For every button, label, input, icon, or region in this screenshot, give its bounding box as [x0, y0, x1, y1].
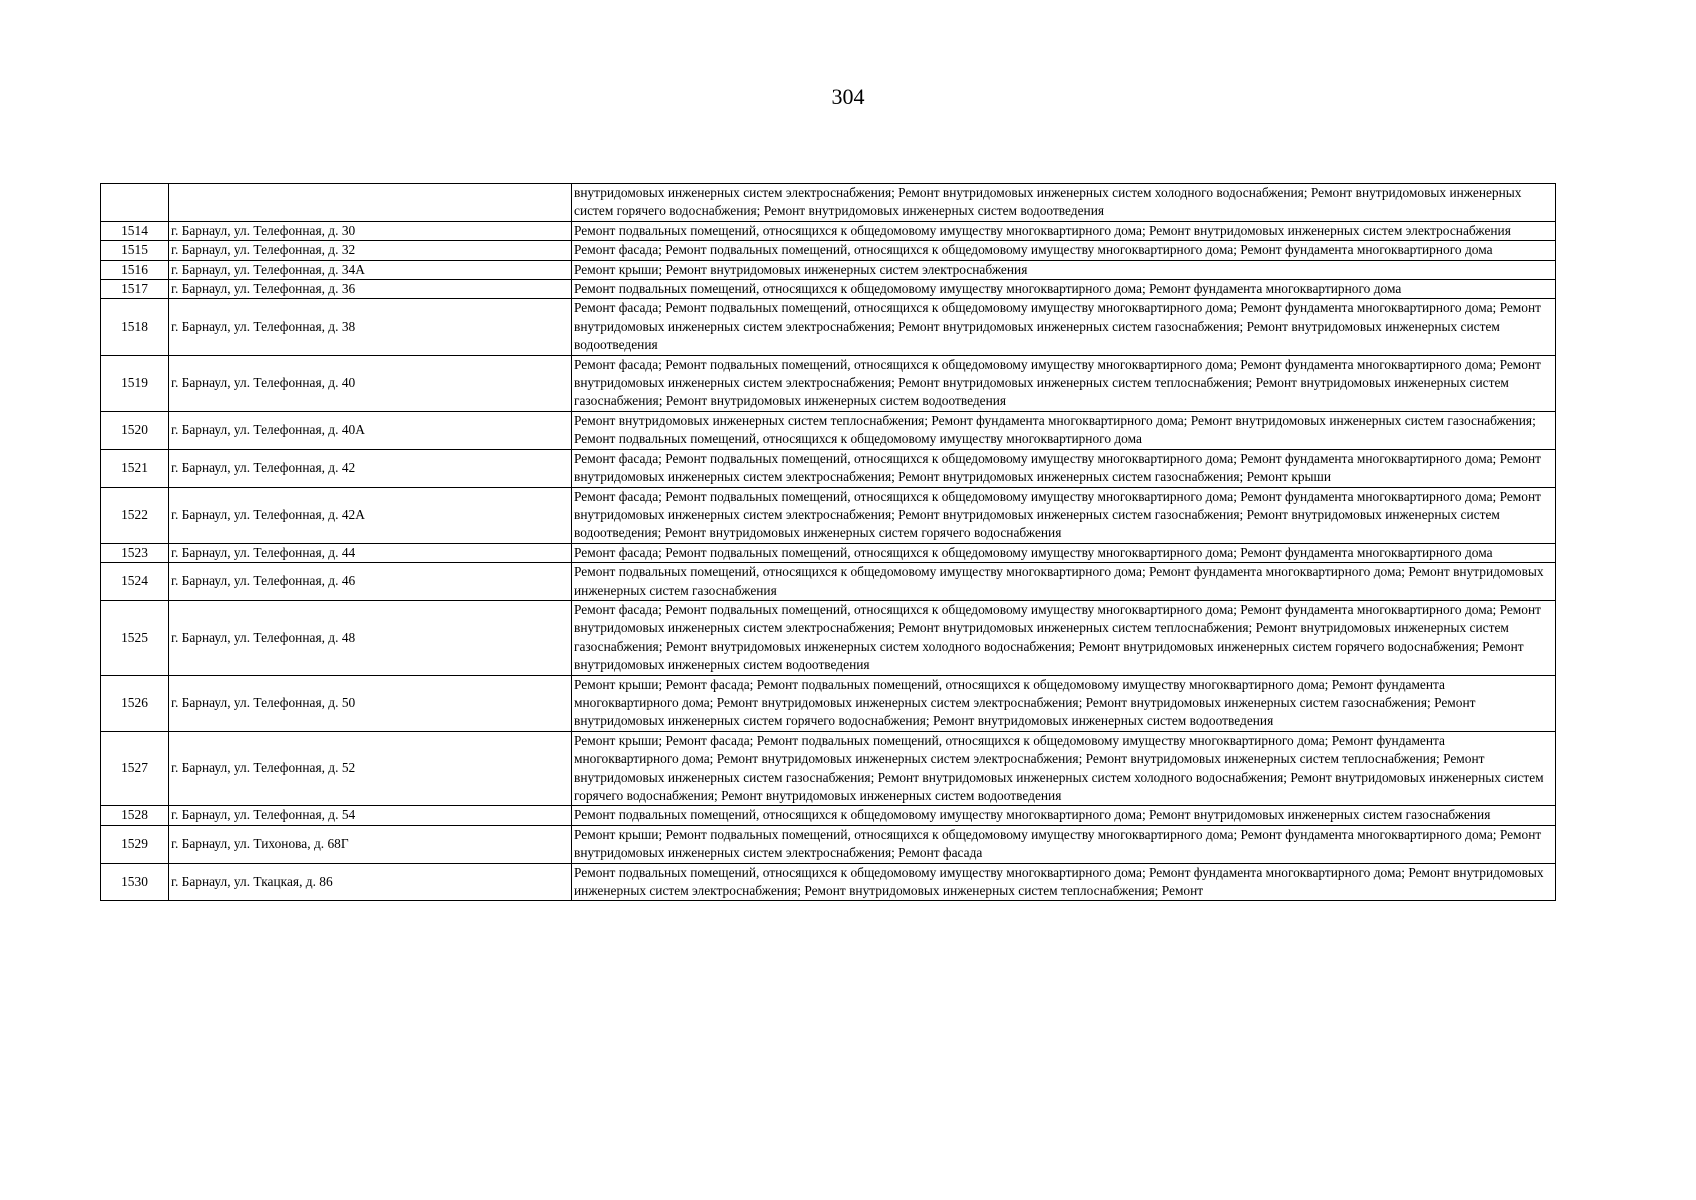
repair-works-cell: Ремонт фасада; Ремонт подвальных помещений, относящихся к общедомовому имуществу многоквартирного дома; Ремонт фундамента многоквартирного дома; Ремонт внутридомовых инженерных систем электроснабжения; Ремонт внутридомовых инженерных систем газоснабжения; Ремонт внутридомовых инженерных систем водоотведения	[572, 299, 1556, 355]
row-number-cell: 1524	[101, 563, 169, 601]
row-number-cell: 1528	[101, 806, 169, 825]
repair-works-cell: Ремонт подвальных помещений, относящихся к общедомовому имуществу многоквартирного дома; Ремонт фундамента многоквартирного дома; Ремонт внутридомовых инженерных систем электроснабжения; Ремонт внутридомовых инженерных систем теплоснабжения; Ремонт	[572, 863, 1556, 901]
address-cell	[169, 184, 572, 222]
repair-works-cell: Ремонт фасада; Ремонт подвальных помещений, относящихся к общедомовому имуществу многоквартирного дома; Ремонт фундамента многоквартирного дома; Ремонт внутридомовых инженерных систем электроснабжения; Ремонт внутридомовых инженерных систем газоснабжения; Ремонт внутридомовых инженерных систем водоотведения; Ремонт внутридомовых инженерных систем горячего водоснабжения	[572, 487, 1556, 543]
repair-register-table	[100, 183, 1556, 901]
address-cell: г. Барнаул, ул. Ткацкая, д. 86	[169, 863, 572, 901]
table-row	[101, 675, 1556, 731]
address-cell: г. Барнаул, ул. Телефонная, д. 32	[169, 241, 572, 260]
row-number-cell: 1525	[101, 600, 169, 675]
address-cell: г. Барнаул, ул. Телефонная, д. 36	[169, 280, 572, 299]
page-number: 304	[831, 84, 865, 109]
repair-works-cell: Ремонт фасада; Ремонт подвальных помещений, относящихся к общедомовому имуществу многоквартирного дома; Ремонт фундамента многоквартирного дома; Ремонт внутридомовых инженерных систем электроснабжения; Ремонт внутридомовых инженерных систем теплоснабжения; Ремонт внутридомовых инженерных систем газоснабжения; Ремонт внутридомовых инженерных систем холодного водоснабжения; Ремонт внутридомовых инженерных систем горячего водоснабжения; Ремонт внутридомовых инженерных систем водоотведения	[572, 600, 1556, 675]
row-number-cell: 1520	[101, 411, 169, 449]
table-row	[101, 543, 1556, 562]
table-row	[101, 449, 1556, 487]
table-row	[101, 355, 1556, 411]
row-number-cell: 1514	[101, 221, 169, 240]
repair-works-cell: Ремонт крыши; Ремонт подвальных помещений, относящихся к общедомовому имуществу многоквартирного дома; Ремонт фундамента многоквартирного дома; Ремонт внутридомовых инженерных систем электроснабжения; Ремонт фасада	[572, 825, 1556, 863]
repair-works-cell: Ремонт крыши; Ремонт внутридомовых инженерных систем электроснабжения	[572, 260, 1556, 279]
address-cell: г. Барнаул, ул. Телефонная, д. 54	[169, 806, 572, 825]
table-row	[101, 487, 1556, 543]
row-number-cell: 1517	[101, 280, 169, 299]
row-number-cell: 1526	[101, 675, 169, 731]
address-cell: г. Барнаул, ул. Телефонная, д. 48	[169, 600, 572, 675]
address-cell: г. Барнаул, ул. Телефонная, д. 38	[169, 299, 572, 355]
row-number-cell: 1523	[101, 543, 169, 562]
row-number-cell	[101, 184, 169, 222]
repair-works-cell: Ремонт подвальных помещений, относящихся к общедомовому имуществу многоквартирного дома; Ремонт фундамента многоквартирного дома; Ремонт внутридомовых инженерных систем газоснабжения	[572, 563, 1556, 601]
table-body	[101, 184, 1556, 901]
repair-works-cell: Ремонт подвальных помещений, относящихся к общедомовому имуществу многоквартирного дома; Ремонт внутридомовых инженерных систем электроснабжения	[572, 221, 1556, 240]
table-row	[101, 299, 1556, 355]
address-cell: г. Барнаул, ул. Телефонная, д. 50	[169, 675, 572, 731]
address-cell: г. Барнаул, ул. Телефонная, д. 40А	[169, 411, 572, 449]
address-cell: г. Барнаул, ул. Телефонная, д. 46	[169, 563, 572, 601]
address-cell: г. Барнаул, ул. Телефонная, д. 34А	[169, 260, 572, 279]
row-number-cell: 1527	[101, 731, 169, 806]
repair-works-cell: Ремонт фасада; Ремонт подвальных помещений, относящихся к общедомовому имуществу многоквартирного дома; Ремонт фундамента многоквартирного дома	[572, 241, 1556, 260]
table-row	[101, 280, 1556, 299]
table-row	[101, 260, 1556, 279]
table-row	[101, 221, 1556, 240]
address-cell: г. Барнаул, ул. Телефонная, д. 44	[169, 543, 572, 562]
address-cell: г. Барнаул, ул. Телефонная, д. 30	[169, 221, 572, 240]
address-cell: г. Барнаул, ул. Телефонная, д. 42А	[169, 487, 572, 543]
row-number-cell: 1515	[101, 241, 169, 260]
address-cell: г. Барнаул, ул. Телефонная, д. 42	[169, 449, 572, 487]
row-number-cell: 1519	[101, 355, 169, 411]
table-row	[101, 806, 1556, 825]
repair-works-cell: Ремонт крыши; Ремонт фасада; Ремонт подвальных помещений, относящихся к общедомовому имуществу многоквартирного дома; Ремонт фундамента многоквартирного дома; Ремонт внутридомовых инженерных систем электроснабжения; Ремонт внутридомовых инженерных систем газоснабжения; Ремонт внутридомовых инженерных систем горячего водоснабжения; Ремонт внутридомовых инженерных систем водоотведения	[572, 675, 1556, 731]
row-number-cell: 1521	[101, 449, 169, 487]
table-row	[101, 563, 1556, 601]
repair-works-cell: Ремонт крыши; Ремонт фасада; Ремонт подвальных помещений, относящихся к общедомовому имуществу многоквартирного дома; Ремонт фундамента многоквартирного дома; Ремонт внутридомовых инженерных систем электроснабжения; Ремонт внутридомовых инженерных систем теплоснабжения; Ремонт внутридомовых инженерных систем газоснабжения; Ремонт внутридомовых инженерных систем холодного водоснабжения; Ремонт внутридомовых инженерных систем горячего водоснабжения; Ремонт внутридомовых инженерных систем водоотведения	[572, 731, 1556, 806]
repair-works-cell: Ремонт подвальных помещений, относящихся к общедомовому имуществу многоквартирного дома; Ремонт внутридомовых инженерных систем газоснабжения	[572, 806, 1556, 825]
table-row	[101, 411, 1556, 449]
table-row	[101, 184, 1556, 222]
address-cell: г. Барнаул, ул. Телефонная, д. 52	[169, 731, 572, 806]
table-row	[101, 600, 1556, 675]
table-row	[101, 825, 1556, 863]
table-row	[101, 241, 1556, 260]
row-number-cell: 1516	[101, 260, 169, 279]
address-cell: г. Барнаул, ул. Тихонова, д. 68Г	[169, 825, 572, 863]
repair-works-cell: внутридомовых инженерных систем электроснабжения; Ремонт внутридомовых инженерных систем холодного водоснабжения; Ремонт внутридомовых инженерных систем горячего водоснабжения; Ремонт внутридомовых инженерных систем водоотведения	[572, 184, 1556, 222]
table-row	[101, 731, 1556, 806]
repair-works-cell: Ремонт внутридомовых инженерных систем теплоснабжения; Ремонт фундамента многоквартирного дома; Ремонт внутридомовых инженерных систем газоснабжения; Ремонт подвальных помещений, относящихся к общедомовому имуществу многоквартирного дома	[572, 411, 1556, 449]
address-cell: г. Барнаул, ул. Телефонная, д. 40	[169, 355, 572, 411]
repair-works-cell: Ремонт фасада; Ремонт подвальных помещений, относящихся к общедомовому имуществу многоквартирного дома; Ремонт фундамента многоквартирного дома; Ремонт внутридомовых инженерных систем электроснабжения; Ремонт внутридомовых инженерных систем теплоснабжения; Ремонт внутридомовых инженерных систем газоснабжения; Ремонт внутридомовых инженерных систем водоотведения	[572, 355, 1556, 411]
repair-works-cell: Ремонт фасада; Ремонт подвальных помещений, относящихся к общедомовому имуществу многоквартирного дома; Ремонт фундамента многоквартирного дома	[572, 543, 1556, 562]
row-number-cell: 1518	[101, 299, 169, 355]
row-number-cell: 1530	[101, 863, 169, 901]
table-row	[101, 863, 1556, 901]
row-number-cell: 1529	[101, 825, 169, 863]
repair-works-cell: Ремонт фасада; Ремонт подвальных помещений, относящихся к общедомовому имуществу многоквартирного дома; Ремонт фундамента многоквартирного дома; Ремонт внутридомовых инженерных систем электроснабжения; Ремонт внутридомовых инженерных систем газоснабжения; Ремонт крыши	[572, 449, 1556, 487]
row-number-cell: 1522	[101, 487, 169, 543]
repair-works-cell: Ремонт подвальных помещений, относящихся к общедомовому имуществу многоквартирного дома; Ремонт фундамента многоквартирного дома	[572, 280, 1556, 299]
